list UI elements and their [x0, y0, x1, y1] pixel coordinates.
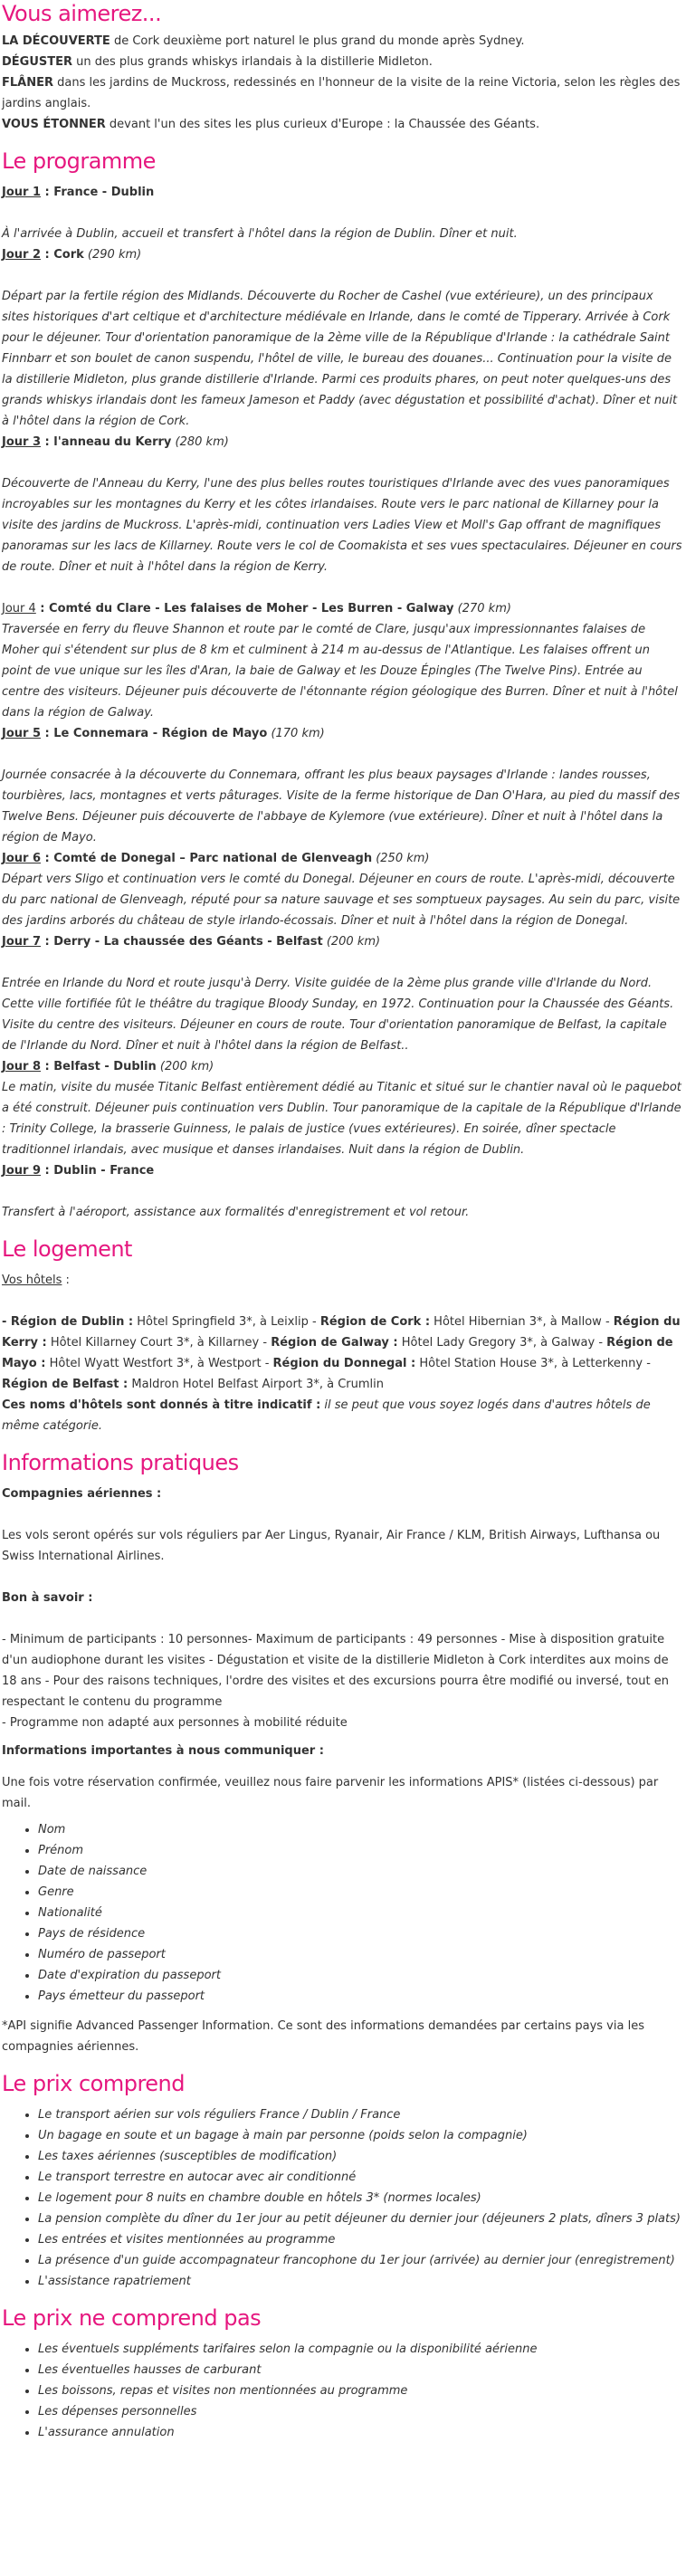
apis-list [2, 1819, 683, 2007]
day-heading: Jour 3 : l'anneau du Kerry (280 km) [2, 435, 229, 449]
list-item: • Le transport aérien sur vols réguliers France / Dublin / France [38, 2104, 683, 2125]
highlight-line: LA DÉCOUVERTE de Cork deuxième port naturel le plus grand du monde après Sydney. [2, 34, 525, 48]
day-text: Le matin, visite du musée Titanic Belfast entièrement dédié au Titanic et situé sur le chantier naval où le paquebot a été construit. Déjeuner puis continuation vers Dublin. Tour panoramique de la capitale de la République d'Irlande : Trinity College, la brasserie Guinness, le palais de justice (vues extérieures). En soirée, dîner spectacle traditionnel irlandais, avec musique et danses irlandaises. Nuit dans la région de Dublin. [2, 1081, 681, 1157]
section-programme [2, 148, 683, 1223]
list-item: • Nom [38, 1819, 683, 1840]
list-item: • Nationalité [38, 1903, 683, 1923]
list-item: • Les éventuels suppléments tarifaires selon la compagnie ou la disponibilité aérienne [38, 2339, 683, 2360]
list-item: • Les éventuelles hausses de carburant [38, 2360, 683, 2380]
subheading-informations-importantes: Informations importantes à nous communiquer : [2, 1744, 324, 1758]
highlight-line: VOUS ÉTONNER devant l'un des sites les plus curieux d'Europe : la Chaussée des Géants. [2, 118, 540, 131]
section-vous-aimerez [2, 0, 683, 135]
section-title: Le programme [2, 148, 156, 174]
section-prix-comprend [2, 2070, 683, 2292]
subheading-bon-a-savoir: Bon à savoir : [2, 1591, 93, 1605]
list-item: • Genre [38, 1882, 683, 1903]
section-informations-pratiques [2, 1449, 683, 2057]
section-prix-ne-comprend-pas [2, 2304, 683, 2443]
list-item: • Pays de résidence [38, 1923, 683, 1944]
section-title: Le logement [2, 1236, 132, 1262]
compagnies-text: Les vols seront opérés sur vols réguliers par Aer Lingus, Ryanair, Air France / KLM, British Airways, Lufthansa ou Swiss International Airlines. [2, 1529, 661, 1563]
list-item: • Numéro de passeport [38, 1944, 683, 1965]
highlight-line: DÉGUSTER un des plus grands whiskys irlandais à la distillerie Midleton. [2, 55, 433, 69]
day-heading: Jour 9 : Dublin - France [2, 1164, 155, 1178]
day-text: Transfert à l'aéroport, assistance aux formalités d'enregistrement et vol retour. [2, 1206, 470, 1219]
day-text: Départ vers Sligo et continuation vers le comté du Donegal. Déjeuner en cours de route. L'après-midi, découverte du parc national de Glenveagh, réputé pour sa nature sauvage et ses somptueux paysages. Au sein du parc, visite des jardins arborés du château de style irlando-écossais. Dîner et nuit à l'hôtel dans la région de Donegal. [2, 873, 681, 928]
highlight-line: FLÂNER dans les jardins de Muckross, redessinés en l'honneur de la visite de la reine Victoria, selon les règles des jardins anglais. [2, 76, 681, 110]
excluded-list [2, 2339, 683, 2443]
section-title: Informations pratiques [2, 1450, 239, 1475]
list-item: • Date d'expiration du passeport [38, 1965, 683, 1986]
day-heading: Jour 2 : Cork (290 km) [2, 248, 142, 262]
day-heading: Jour 5 : Le Connemara - Région de Mayo (170 km) [2, 727, 325, 740]
list-item: • Pays émetteur du passeport [38, 1986, 683, 2007]
list-item: • Les taxes aériennes (susceptibles de modification) [38, 2146, 683, 2167]
hotels-heading: Vos hôtels : [2, 1274, 70, 1287]
list-item: • Les entrées et visites mentionnées au programme [38, 2229, 683, 2250]
included-list [2, 2104, 683, 2292]
list-item: • Un bagage en soute et un bagage à main par personne (poids selon la compagnie) [38, 2125, 683, 2146]
section-title: Vous aimerez... [2, 1, 162, 26]
day-text: Découverte de l'Anneau du Kerry, l'une des plus belles routes touristiques d'Irlande avec des vues panoramiques incroyables sur les montagnes du Kerry et les côtes irlandaises. Route vers le parc national de Killarney pour la visite des jardins de Muckross. L'après-midi, continuation vers Ladies View et Moll's Gap offrant de magnifiques panoramas sur les lacs de Killarney. Route vers le col de Coomakista et ses vues spectaculaires. Déjeuner en cours de route. Dîner et nuit à l'hôtel dans la région de Kerry. [2, 477, 682, 574]
list-item: • La pension complète du dîner du 1er jour au petit déjeuner du dernier jour (déjeuners 2 plats, dîners 3 plats) [38, 2209, 683, 2229]
hotels-note: Ces noms d'hôtels sont donnés à titre indicatif : il se peut que vous soyez logés dans d'autres hôtels de même catégorie. [2, 1398, 651, 1433]
list-item: • Date de naissance [38, 1861, 683, 1882]
day-heading: Jour 8 : Belfast - Dublin (200 km) [2, 1060, 214, 1073]
day-text: Traversée en ferry du fleuve Shannon et route par le comté de Clare, jusqu'aux impressionnantes falaises de Moher qui s'étendent sur plus de 8 km et culminent à 214 m au-dessus de l'Atlantique. Les falaises offrent un point de vue unique sur les îles d'Aran, la baie de Galway et les Douze Épingles (The Twelve Pins). Entrée au centre des visiteurs. Déjeuner puis découverte de l'étonnante région géologique des Burren. Dîner et nuit à l'hôtel dans la région de Galway. [2, 623, 678, 720]
list-item: • L'assistance rapatriement [38, 2271, 683, 2292]
list-item: • Prénom [38, 1840, 683, 1861]
list-item: • L'assurance annulation [38, 2422, 683, 2443]
informations-importantes-text: Une fois votre réservation confirmée, veuillez nous faire parvenir les informations APIS* (listées ci-dessous) par mail. [2, 1776, 659, 1810]
day-heading: Jour 6 : Comté de Donegal – Parc national de Glenveagh (250 km) [2, 852, 430, 865]
day-text: Départ par la fertile région des Midlands. Découverte du Rocher de Cashel (vue extérieure), un des principaux sites historiques d'art celtique et d'architecture médiévale en Irlande, dans le comté de Tipperary. Arrivée à Cork pour le déjeuner. Tour d'orientation panoramique de la 2ème ville de la République d'Irlande : la cathédrale Saint Finnbarr et son boulet de canon suspendu, l'hôtel de ville, le bureau des douanes... Continuation pour la visite de la distillerie Midleton, plus grande distillerie d'Irlande. Parmi ces produits phares, on peut noter quelques-uns des grands whiskys irlandais dont les fameux Jameson et Paddy (avec dégustation et possibilité d'achat). Dîner et nuit à l'hôtel dans la région de Cork. [2, 290, 678, 428]
day-heading: Jour 4 : Comté du Clare - Les falaises de Moher - Les Burren - Galway (270 km) [2, 602, 511, 615]
list-item: • Le logement pour 8 nuits en chambre double en hôtels 3* (normes locales) [38, 2188, 683, 2209]
day-heading: Jour 7 : Derry - La chaussée des Géants - Belfast (200 km) [2, 935, 381, 949]
section-title: Le prix ne comprend pas [2, 2305, 262, 2331]
section-title: Le prix comprend [2, 2071, 185, 2096]
day-text: Journée consacrée à la découverte du Connemara, offrant les plus beaux paysages d'Irlande : landes rousses, tourbières, lacs, montagnes et verts pâturages. Visite de la ferme historique de Dan O'Hara, au pied du massif des Twelve Bens. Déjeuner puis découverte de l'abbaye de Kylemore (vue extérieure). Dîner et nuit à l'hôtel dans la région de Mayo. [2, 768, 681, 844]
hotels-list: - Région de Dublin : Hôtel Springfield 3*, à Leixlip - Région de Cork : Hôtel Hibernian 3*, à Mallow - Région du Kerry : Hôtel Killarney Court 3*, à Killarney - Région de Galway : Hôtel Lady Gregory 3*, à Galway - Région de Mayo : Hôtel Wyatt Westfort 3*, à Westport - Région du Donnegal : Hôtel Station House 3*, à Letterkenny - Région de Belfast : Maldron Hotel Belfast Airport 3*, à Crumlin [2, 1315, 681, 1391]
list-item: • Le transport terrestre en autocar avec air conditionné [38, 2167, 683, 2188]
bon-a-savoir-text-2: - Programme non adapté aux personnes à mobilité réduite [2, 1716, 348, 1730]
day-text: Entrée en Irlande du Nord et route jusqu'à Derry. Visite guidée de la 2ème plus grande ville d'Irlande du Nord. Cette ville fortifiée fût le théâtre du tragique Bloody Sunday, en 1972. Continuation pour la Chaussée des Géants. Visite du centre des visiteurs. Déjeuner en cours de route. Tour d'orientation panoramique de Belfast, la capitale de l'Irlande du Nord. Dîner et nuit à l'hôtel dans la région de Belfast.. [2, 977, 674, 1053]
section-logement [2, 1236, 683, 1436]
subheading-compagnies: Compagnies aériennes : [2, 1487, 162, 1501]
day-text: À l'arrivée à Dublin, accueil et transfert à l'hôtel dans la région de Dublin. Dîner et nuit. [2, 227, 518, 241]
list-item: • Les dépenses personnelles [38, 2401, 683, 2422]
list-item: • La présence d'un guide accompagnateur francophone du 1er jour (arrivée) au dernier jour (enregistrement) [38, 2250, 683, 2271]
list-item: • Les boissons, repas et visites non mentionnées au programme [38, 2380, 683, 2401]
apis-note: *API signifie Advanced Passenger Information. Ce sont des informations demandées par certains pays via les compagnies aériennes. [2, 2019, 644, 2054]
bon-a-savoir-text: - Minimum de participants : 10 personnes- Maximum de participants : 49 personnes - Mise à disposition gratuite d'un audiophone durant les visites - Dégustation et visite de la distillerie Midleton à Cork interdites aux moins de 18 ans - Pour des raisons techniques, l'ordre des visites et des excursions pourra être modifié ou inversé, tout en respectant le contenu du programme [2, 1633, 669, 1709]
day-heading: Jour 1 : France - Dublin [2, 186, 155, 199]
